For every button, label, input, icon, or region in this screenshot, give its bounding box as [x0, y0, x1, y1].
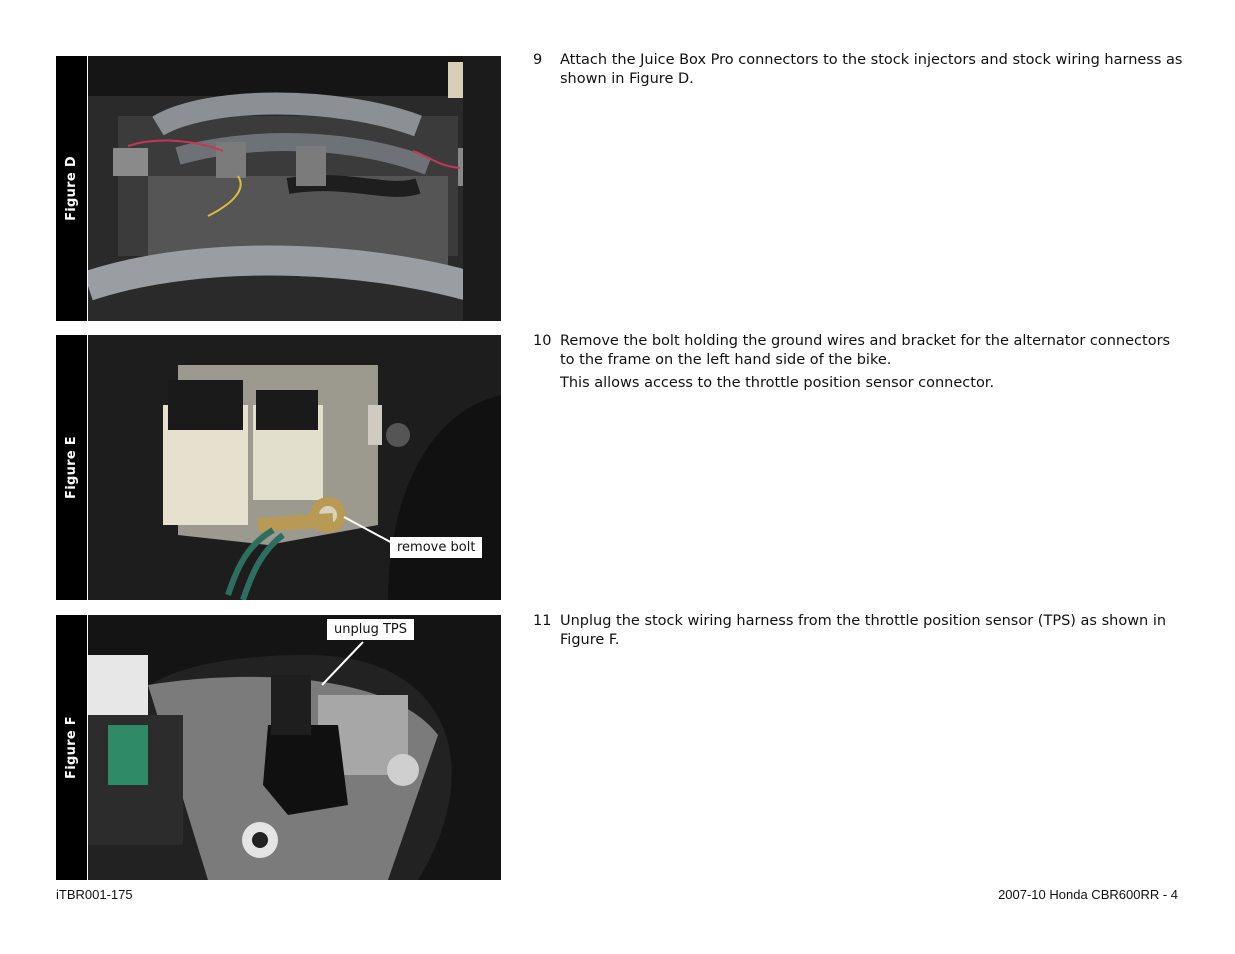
step-11 — [533, 612, 1183, 654]
remove-bolt-callout: remove bolt — [390, 537, 482, 558]
step-number: 10 — [533, 333, 552, 349]
figure-f — [56, 615, 501, 880]
step-10 — [533, 332, 1183, 397]
step-9 — [533, 51, 1183, 93]
step-text: Remove the bolt holding the ground wires and bracket for the alternator connectors to the frame on the left hand side of the bike. — [560, 333, 1171, 368]
figure-f-label: Figure F — [64, 716, 79, 779]
step-number: 9 — [533, 52, 543, 68]
figure-e-photo — [88, 335, 501, 600]
step-text: Unplug the stock wiring harness from the throttle position sensor (TPS) as shown in Figure F. — [560, 613, 1167, 648]
step-note: This allows access to the throttle position sensor connector. — [560, 375, 995, 391]
figure-d-tab — [56, 56, 87, 321]
footer-part-number: iTBR001-175 — [56, 887, 133, 902]
step-number: 11 — [533, 613, 552, 629]
figure-f-tab — [56, 615, 87, 880]
figure-e-tab — [56, 335, 87, 600]
figure-f-photo — [88, 615, 501, 880]
footer-page-info: 2007-10 Honda CBR600RR - 4 — [998, 887, 1178, 902]
figure-e-label: Figure E — [64, 436, 79, 499]
figure-e — [56, 335, 501, 600]
unplug-tps-callout: unplug TPS — [327, 619, 414, 640]
figure-d — [56, 56, 501, 321]
step-text: Attach the Juice Box Pro connectors to the stock injectors and stock wiring harness as shown in Figure D. — [560, 52, 1183, 87]
figure-d-photo — [88, 56, 501, 321]
figure-d-label: Figure D — [64, 156, 79, 221]
